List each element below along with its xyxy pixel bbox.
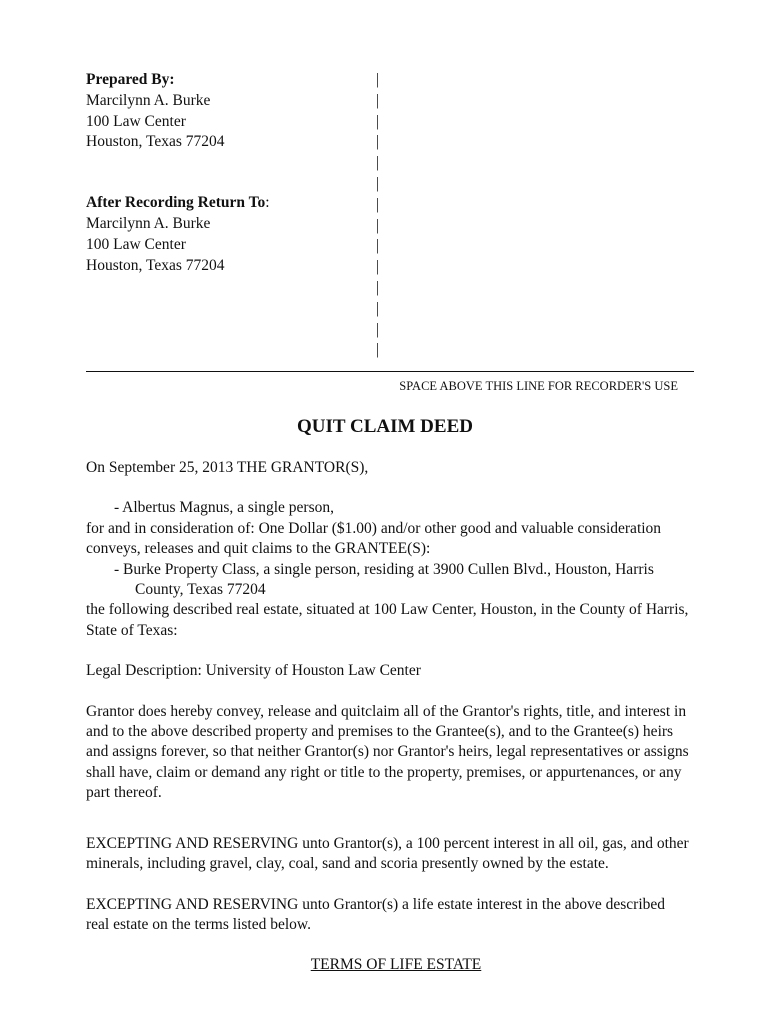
- grantee-line-1: - Burke Property Class, a single person, residing at 3900 Cullen Blvd., Houston, Harris: [114, 560, 654, 578]
- bar: |: [376, 133, 380, 151]
- opening-line: On September 25, 2013 THE GRANTOR(S),: [86, 459, 369, 476]
- bar: |: [376, 278, 380, 296]
- document-title: QUIT CLAIM DEED: [297, 416, 473, 437]
- bar: |: [376, 258, 380, 276]
- recorder-rule: [86, 371, 694, 372]
- conveys-line: conveys, releases and quit claims to the GRANTEE(S):: [86, 540, 431, 558]
- convey-line: and assigns forever, so that neither Grantor(s) nor Grantor's heirs, legal representatives or assigns: [86, 743, 689, 761]
- header-block: [86, 70, 270, 276]
- bar: |: [376, 216, 380, 234]
- terms-heading: TERMS OF LIFE ESTATE: [310, 956, 482, 974]
- consideration-line: for and in consideration of: One Dollar ($1.00) and/or other good and valuable consideration: [86, 519, 662, 537]
- prepared-by-label: Prepared By:: [86, 71, 175, 88]
- return-address-line-2: Houston, Texas 77204: [86, 256, 225, 274]
- excepting-life-estate-line: real estate on the terms listed below.: [86, 915, 311, 933]
- bar: |: [376, 195, 380, 213]
- bar: |: [376, 112, 380, 130]
- excepting-life-estate-line: EXCEPTING AND RESERVING unto Grantor(s) a life estate interest in the above described: [86, 895, 666, 913]
- real-estate-line-1: the following described real estate, situated at 100 Law Center, Houston, in the County of Harris,: [86, 601, 689, 619]
- convey-line: Grantor does hereby convey, release and quitclaim all of the Grantor's rights, title, and interest in: [86, 702, 687, 720]
- bar: |: [376, 154, 380, 172]
- bar: |: [376, 237, 380, 255]
- real-estate-line-2: State of Texas:: [86, 621, 178, 639]
- recorder-note: SPACE ABOVE THIS LINE FOR RECORDER'S USE: [399, 379, 678, 393]
- prepared-name: Marcilynn A. Burke: [86, 91, 211, 109]
- bar: |: [376, 174, 380, 192]
- bar: |: [376, 320, 380, 338]
- bar: |: [376, 299, 380, 317]
- return-to-heading: [86, 193, 270, 214]
- convey-line: shall have, claim or demand any right or title to the property, premises, or appurtenances, or any: [86, 763, 682, 781]
- bar: |: [376, 341, 380, 359]
- prepared-address-line-2: Houston, Texas 77204: [86, 133, 225, 151]
- grantee-line-2: County, Texas 77204: [135, 581, 266, 599]
- convey-line: and to the above described property and premises to the Grantee(s), and to the Grantee(s) heirs: [86, 723, 674, 741]
- deed-body: [86, 458, 706, 976]
- header-divider-bars: [376, 70, 379, 361]
- bar: |: [376, 91, 380, 109]
- convey-line: part thereof.: [86, 784, 162, 802]
- legal-description: Legal Description: University of Houston Law Center: [86, 662, 421, 680]
- prepared-address-line-1: 100 Law Center: [86, 112, 186, 130]
- excepting-minerals-line: EXCEPTING AND RESERVING unto Grantor(s), a 100 percent interest in all oil, gas, and other: [86, 834, 689, 852]
- grantor-line: - Albertus Magnus, a single person,: [114, 499, 334, 517]
- return-to-label: After Recording Return To: [86, 194, 266, 212]
- return-to-colon: :: [265, 194, 270, 212]
- excepting-minerals-line: minerals, including gravel, clay, coal, sand and scoria presently owned by the estate.: [86, 855, 609, 873]
- bar: |: [376, 71, 380, 88]
- return-address-line-1: 100 Law Center: [86, 235, 186, 253]
- return-name: Marcilynn A. Burke: [86, 214, 211, 232]
